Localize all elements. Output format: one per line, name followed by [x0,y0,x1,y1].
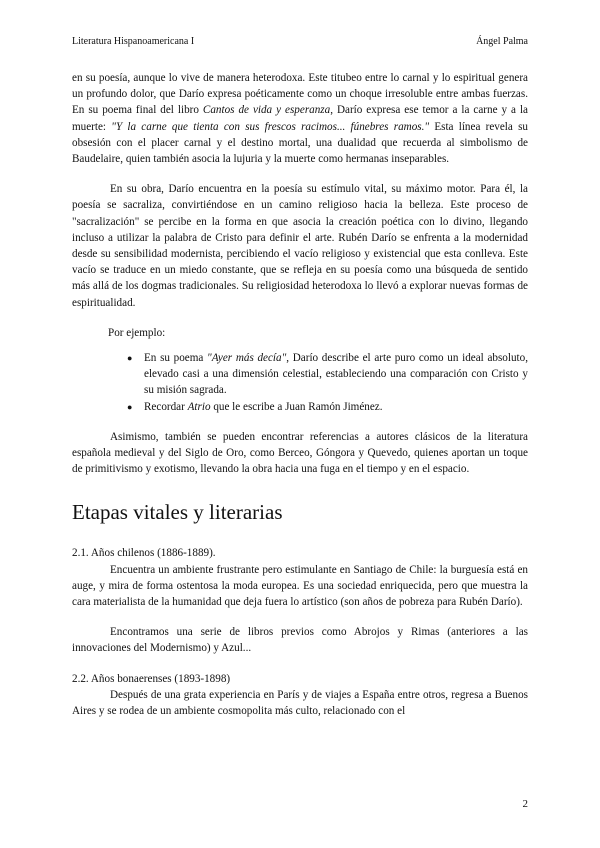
paragraph-1-text-b: , Darío expresa ese temor a la carne y a la muerte: [72,104,528,133]
bullet-1-text-b: , Darío describe el arte puro como un ideal absoluto, elevado casi a una dimensión celestial, estableciendo una comparación con Cristo y su misión sagrada. [144,352,528,397]
header-author: Ángel Palma [476,36,528,47]
page-body [72,70,528,719]
example-intro: Por ejemplo: [108,326,166,339]
subsection-heading-1: 2.1. Años chilenos (1886-1889). [72,547,216,560]
bullet-2-text-b: que le escribe a Juan Ramón Jiménez. [210,400,383,413]
paragraph-1-text-a: en su poesía, aunque lo vive de manera heterodoxa. Este titubeo entre lo carnal y lo espiritual genera un profundo dolor, que Darío expresa poéticamente como un choque irresoluble entre ambas fuerzas. En su poema final del libro [72,72,528,117]
section-title: Etapas vitales y literarias [72,500,283,525]
subsection-1-paragraph-2: Encontramos una serie de libros previos como Abrojos y Rimas (anteriores a las innovaciones del Modernismo) y Azul... [72,626,528,655]
paragraph-2: En su obra, Darío encuentra en la poesía su estímulo vital, su máximo motor. Para él, la poesía se sacraliza, convirtiéndose en un camino religioso hacia la belleza. Este proceso de "sacralización" se percibe en la forma en que asocia la creación poética con lo divino, llegando incluso a utilizar la palabra de Cristo para definir el arte. Rubén Darío se enfrenta a la modernidad desde su sensibilidad modernista, percibiendo el vacío religioso y existencial que esta conlleva. Este vacío se traduce en un miedo constante, que se refleja en su poesía como una búsqueda de sentido más allá de los dogmas tradicionales. Su religiosidad heterodoxa lo llevó a explorar nuevas formas de espiritualidad. [72,183,528,309]
paragraph-1-text-c: Esta línea revela su obsesión con el placer carnal y el destino mortal, una dualidad que recuerda al simbolismo de Baudelaire, quien también asocia la lujuria y la muerte como hermanas inseparables. [72,120,528,166]
header-course-title: Literatura Hispanoamericana I [72,36,195,47]
paragraph-3: Asimismo, también se pueden encontrar referencias a autores clásicos de la literatura española medieval y del Siglo de Oro, como Berceo, Góngora y Quevedo, quienes aportan un toque de primitivismo y exotismo, llevando la obra hacia una fuga en el tiempo y en el espacio. [72,430,528,476]
subsection-2-paragraph-1: Después de una grata experiencia en París y de viajes a España entre otros, regresa a Buenos Aires y se rodea de un ambiente cosmopolita más culto, relacionado con el [72,688,528,718]
subsection-heading-2: 2.2. Años bonaerenses (1893-1898) [72,672,231,685]
page-header [72,36,528,47]
bullet-1-text-a: En su poema [144,352,208,365]
bullet-1-poem: "Ayer más decía" [207,352,287,365]
list-item [144,350,528,399]
book-title: Cantos de vida y esperanza [202,104,331,117]
bullet-2-text-a: Recordar [144,400,188,413]
poem-quote: "Y la carne que tienta con sus frescos racimos... fúnebres ramos." [111,120,430,133]
paragraph-1 [72,70,528,167]
example-list [72,350,528,415]
list-item [144,399,528,415]
page-number: 2 [522,798,528,810]
subsection-1-paragraph-1: Encuentra un ambiente frustrante pero estimulante en Santiago de Chile: la burguesía está en auge, y mira de forma ostentosa la moda europea. Es una sociedad enriquecida, pero que muestra la cara materialista de la humanidad que deja fuera lo artístico (son años de pobreza para Rubén Darío). [72,563,528,609]
bullet-2-poem: Atrio [187,400,211,413]
